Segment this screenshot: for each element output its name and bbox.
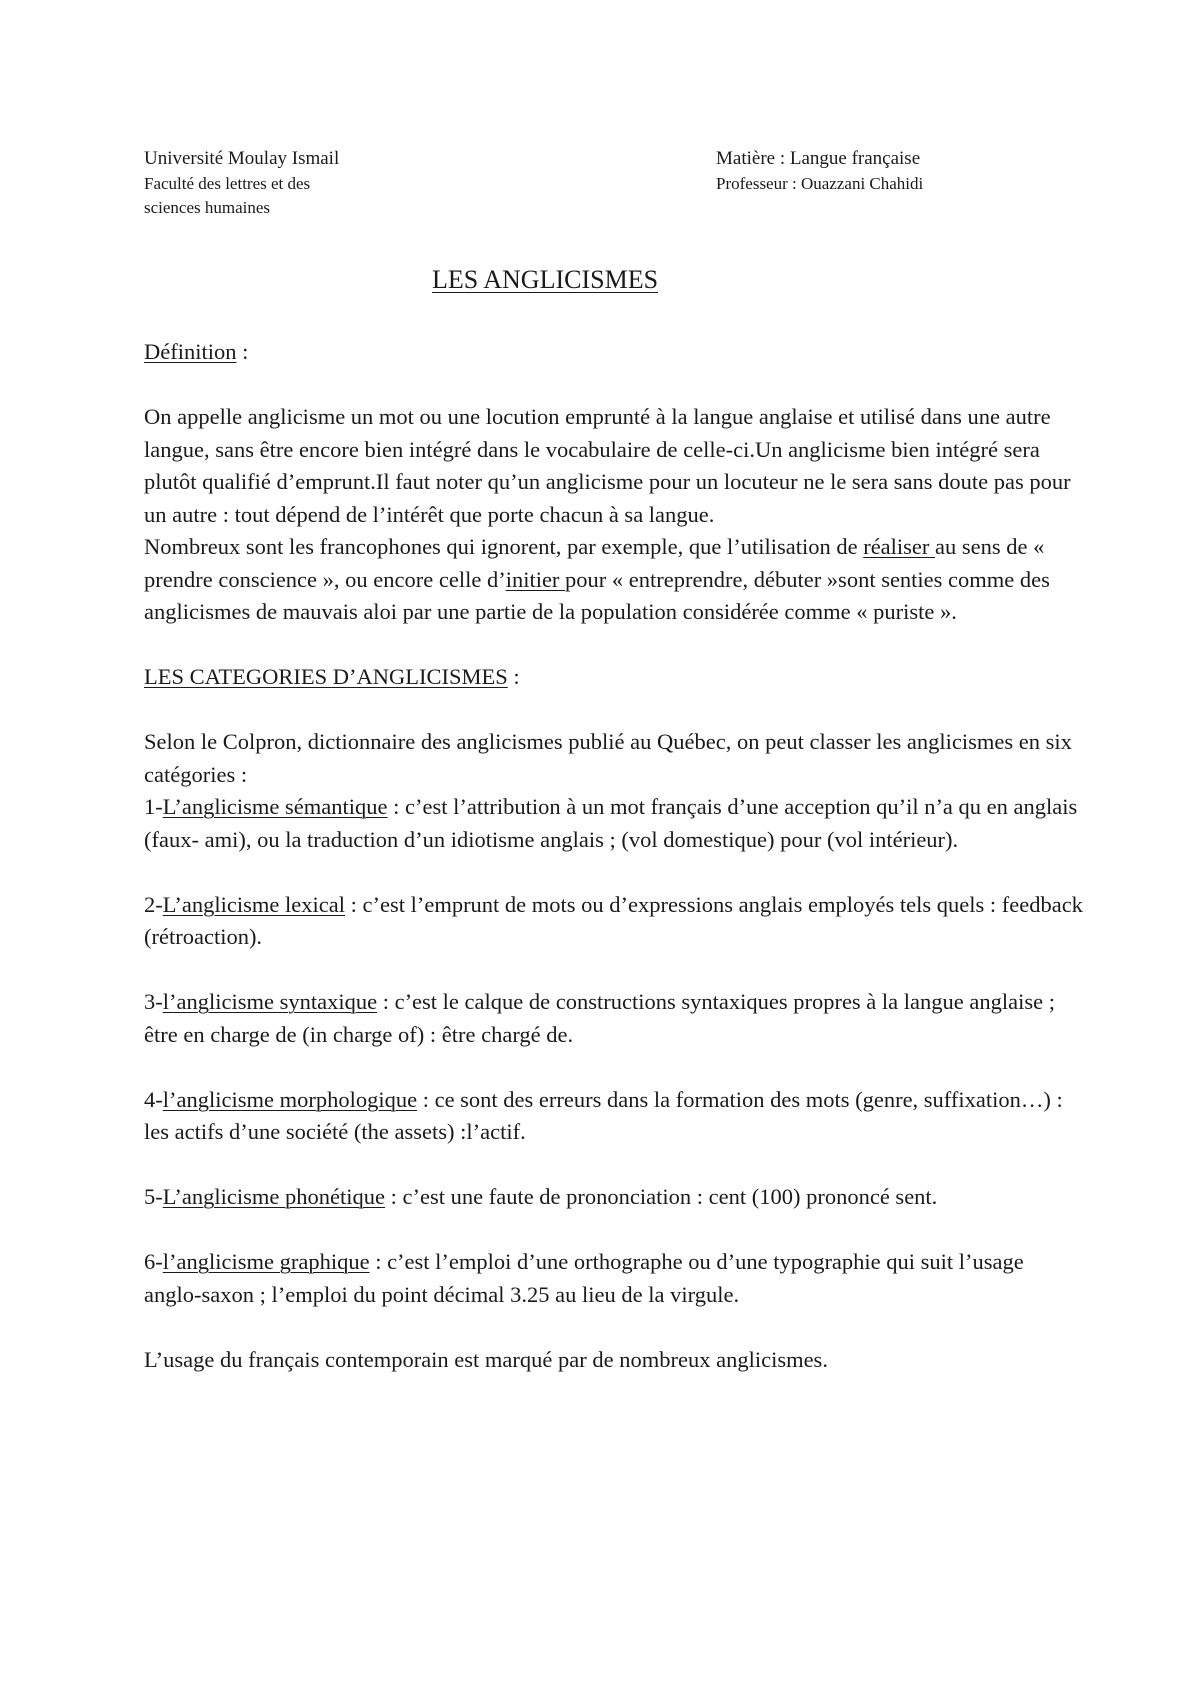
definition-heading-text: Définition bbox=[144, 339, 237, 364]
spacer bbox=[144, 856, 1084, 889]
spacer bbox=[144, 694, 1084, 727]
spacer bbox=[144, 954, 1084, 987]
category-description: : ce sont des erreurs dans la formation des mots (genre, suffixation…) : les actifs d’une société (the assets) :l’actif. bbox=[144, 1086, 1063, 1144]
course-header bbox=[716, 146, 1136, 196]
category-item-2 bbox=[144, 889, 1084, 954]
category-item-6 bbox=[144, 1246, 1084, 1311]
definition-paragraph-2 bbox=[144, 531, 1084, 629]
category-number: 6- bbox=[144, 1249, 163, 1274]
categories-intro: Selon le Colpron, dictionnaire des anglicismes publié au Québec, on peut classer les anglicismes en six catégories : bbox=[144, 729, 1072, 787]
spacer bbox=[144, 1311, 1084, 1344]
category-description: : c’est une faute de prononciation : cent (100) prononcé sent. bbox=[385, 1184, 938, 1209]
spacer bbox=[144, 1149, 1084, 1182]
professor-label: Professeur : Ouazzani Chahidi bbox=[716, 174, 924, 193]
category-term: L’anglicisme sémantique bbox=[162, 794, 388, 819]
category-number: 1- bbox=[144, 794, 163, 819]
definition-paragraph: On appelle anglicisme un mot ou une locution emprunté à la langue anglaise et utilisé dans une autre langue, sans être encore bien intégré dans le vocabulaire de celle-ci.Un anglicisme bien intégré sera plutôt qualifié d’emprunt.Il faut noter qu’un anglicisme pour un locuteur ne le sera sans doute pas pour un autre : tout dépend de l’intérêt que porte chacun à sa langue. bbox=[144, 404, 1071, 527]
underlined-term-realiser: réaliser bbox=[863, 534, 936, 559]
category-description: : c’est le calque de constructions syntaxiques propres à la langue anglaise ; être en charge de (in charge of) : être chargé de. bbox=[144, 989, 1055, 1047]
spacer bbox=[144, 1214, 1084, 1247]
category-term: l’anglicisme morphologique bbox=[162, 1086, 418, 1112]
category-number: 2- bbox=[144, 891, 163, 917]
category-description: : c’est l’emprunt de mots ou d’expressions anglais employés tels quels : feedback (rétroaction). bbox=[144, 891, 1083, 949]
category-term: L’anglicisme phonétique bbox=[162, 1184, 385, 1209]
spacer bbox=[144, 629, 1084, 662]
paragraph-text: Nombreux sont les francophones qui ignorent, par exemple, que l’utilisation de bbox=[144, 534, 864, 559]
document-body bbox=[144, 336, 1084, 1376]
faculty-name-line2: sciences humaines bbox=[144, 198, 271, 217]
categories-heading bbox=[144, 661, 1084, 694]
university-name: Université Moulay Ismail bbox=[144, 148, 340, 169]
paragraph-text: au sens de « prendre conscience », ou encore celle d’ bbox=[144, 534, 1045, 592]
definition-heading-colon: : bbox=[236, 339, 249, 364]
categories-heading-text: LES CATEGORIES D’ANGLICISMES bbox=[144, 664, 508, 689]
faculty-name-line1: Faculté des lettres et des bbox=[144, 174, 311, 193]
spacer bbox=[144, 369, 1084, 402]
category-term: L’anglicisme lexical bbox=[162, 891, 345, 917]
category-item-4 bbox=[144, 1084, 1084, 1149]
definition-heading bbox=[144, 336, 1084, 369]
paragraph-text: pour « entreprendre, débuter »sont senties comme des anglicismes de mauvais aloi par une partie de la population considérée comme « puriste ». bbox=[144, 566, 1050, 624]
spacer bbox=[144, 1051, 1084, 1084]
category-item-1 bbox=[144, 791, 1084, 856]
category-item-3 bbox=[144, 986, 1084, 1051]
category-item-5 bbox=[144, 1181, 1084, 1214]
underlined-term-initier: initier bbox=[505, 566, 566, 592]
category-number: 4- bbox=[144, 1086, 163, 1112]
category-term: l’anglicisme graphique bbox=[162, 1249, 370, 1274]
categories-heading-colon: : bbox=[507, 664, 520, 689]
category-description: : c’est l’emploi d’une orthographe ou d’une typographie qui suit l’usage anglo-saxon ; l’emploi du point décimal 3.25 au lieu de la virgule. bbox=[144, 1249, 1024, 1307]
subject-label: Matière : Langue française bbox=[716, 148, 921, 169]
category-number: 5- bbox=[144, 1184, 163, 1209]
conclusion-paragraph: L’usage du français contemporain est marqué par de nombreux anglicismes. bbox=[144, 1346, 828, 1372]
category-term: l’anglicisme syntaxique bbox=[162, 989, 378, 1014]
category-number: 3- bbox=[144, 989, 163, 1014]
institution-header bbox=[144, 146, 464, 220]
category-description: : c’est l’attribution à un mot français d’une acception qu’il n’a qu en anglais (faux- ami), ou la traduction d’un idiotisme anglais ; (vol domestique) pour (vol intérieur). bbox=[144, 794, 1078, 852]
document-title: LES ANGLICISMES bbox=[431, 265, 659, 294]
